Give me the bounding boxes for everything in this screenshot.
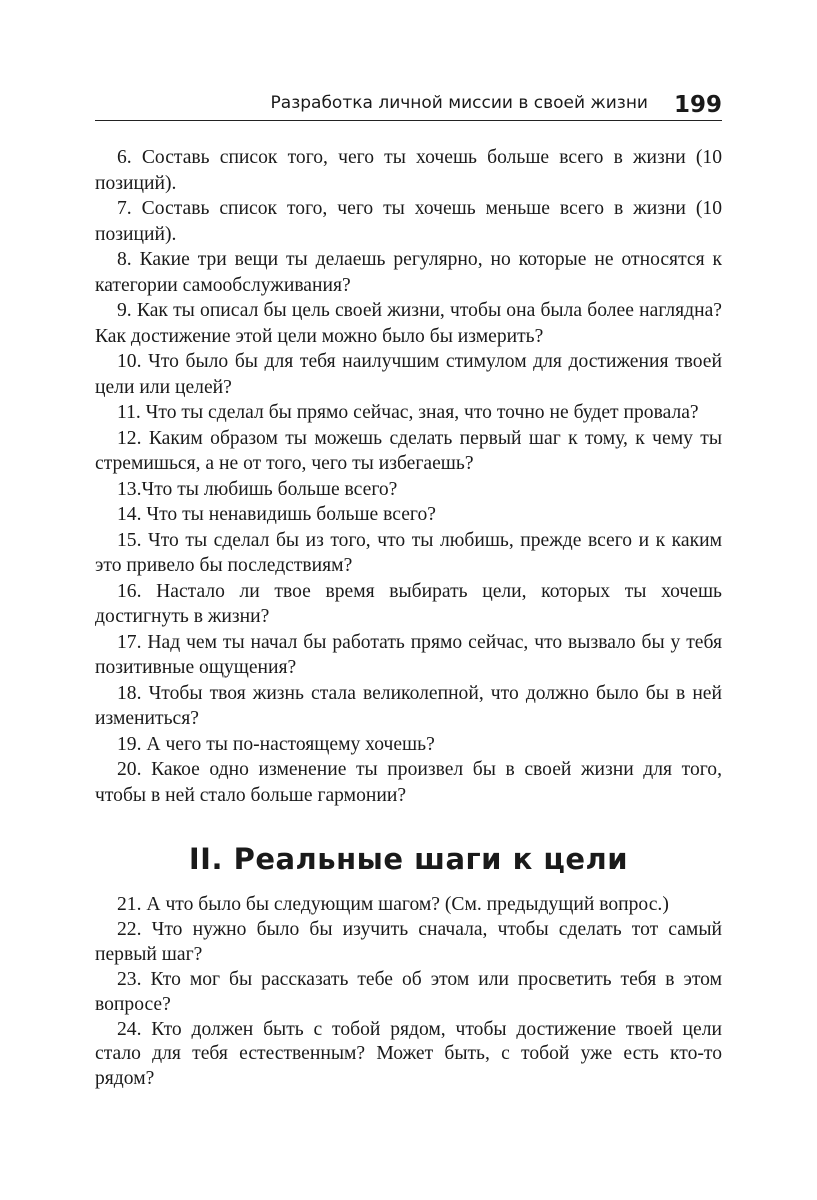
running-title: Разработка личной миссии в своей жизни — [270, 93, 648, 113]
question-23: 23. Кто мог бы рассказать тебе об этом или просветить тебя в этом вопросе? — [95, 968, 722, 1015]
question-12: 12. Каким образом ты можешь сделать первый шаг к тому, к чему ты стремишься, а не от того, чего ты избегаешь? — [95, 427, 722, 474]
question-7: 7. Составь список того, чего ты хочешь меньше всего в жизни (10 позиций). — [95, 198, 722, 245]
question-17: 17. Над чем ты начал бы работать прямо сейчас, что вызвало бы у тебя позитивные ощущения? — [95, 631, 722, 678]
questions-block-1 — [95, 145, 722, 808]
question-10: 10. Что было бы для тебя наилучшим стимулом для достижения твоей цели или целей? — [95, 351, 722, 398]
header-rule — [95, 120, 722, 121]
page-number: 199 — [673, 92, 722, 118]
question-18: 18. Чтобы твоя жизнь стала великолепной, что должно было бы в ней измениться? — [95, 682, 722, 729]
question-6: 6. Составь список того, чего ты хочешь больше всего в жизни (10 позиций). — [95, 147, 722, 194]
question-24: 24. Кто должен быть с тобой рядом, чтобы достижение твоей цели стало для тебя естественным? Может быть, с тобой уже есть кто-то рядом? — [95, 1018, 722, 1090]
question-14: 14. Что ты ненавидишь больше всего? — [117, 504, 436, 525]
section-heading: II. Реальные шаги к цели — [188, 842, 629, 876]
page-header — [95, 84, 722, 118]
questions-block-2 — [95, 893, 722, 1092]
question-9: 9. Как ты описал бы цель своей жизни, чтобы она была более наглядна? Как достижение этой цели можно было бы измерить? — [95, 300, 722, 347]
question-13: 13.Что ты любишь больше всего? — [117, 478, 398, 500]
question-22: 22. Что нужно было бы изучить сначала, чтобы сделать тот самый первый шаг? — [95, 918, 722, 965]
question-16: 16. Настало ли твое время выбирать цели, которых ты хочешь достигнуть в жизни? — [95, 580, 722, 627]
question-21: 21. А что было бы следующим шагом? (См. предыдущий вопрос.) — [117, 894, 669, 915]
question-11: 11. Что ты сделал бы прямо сейчас, зная, что точно не будет провала? — [117, 402, 699, 423]
question-15: 15. Что ты сделал бы из того, что ты любишь, прежде всего и к каким это привело бы последствиям? — [95, 529, 722, 576]
question-19: 19. А чего ты по-настоящему хочешь? — [117, 733, 435, 755]
question-20: 20. Какое одно изменение ты произвел бы в своей жизни для того, чтобы в ней стало больше гармонии? — [95, 759, 722, 806]
question-8: 8. Какие три вещи ты делаешь регулярно, но которые не относятся к категории самообслуживания? — [95, 249, 722, 296]
